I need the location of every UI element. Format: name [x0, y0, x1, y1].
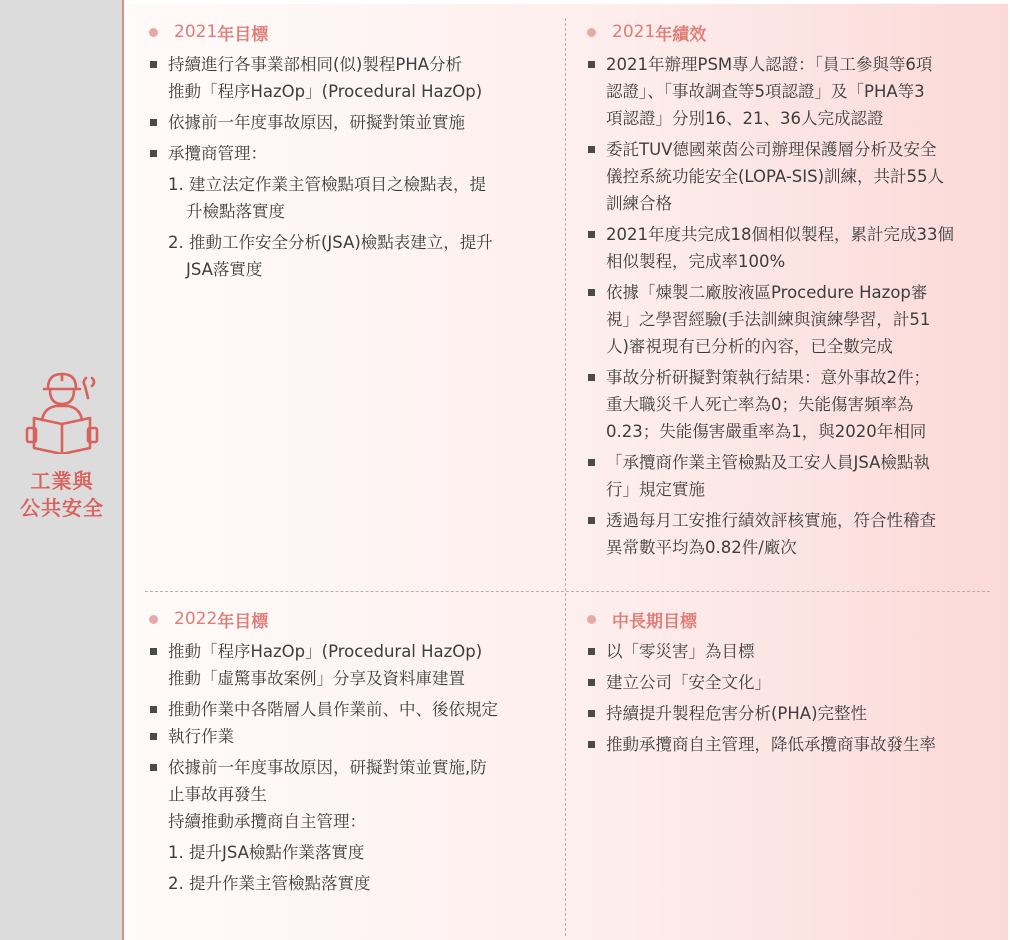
heading-text: 年目標	[217, 24, 269, 45]
item-line: 推動「程序HazOp」(Procedural HazOp)	[168, 82, 483, 101]
section-heading	[146, 606, 556, 632]
item-line: 事故分析研擬對策執行結果：意外事故2件；	[606, 368, 930, 387]
goals-2021-list	[146, 51, 556, 283]
item-line: 「承攬商作業主管檢點及工安人員JSA檢點執	[606, 453, 930, 472]
item-line: 人)審視現有已分析的內容，已全數完成	[606, 337, 893, 356]
list-item	[584, 449, 1004, 503]
section-heading	[584, 606, 1004, 632]
item-line: 持續提升製程危害分析(PHA)完整性	[606, 704, 868, 723]
vertical-divider	[565, 18, 566, 936]
list-item	[584, 731, 1004, 758]
item-line: 行」規定實施	[606, 480, 705, 499]
heading-dot-icon	[587, 615, 596, 624]
numbered-item	[146, 839, 556, 866]
numbered-item	[146, 171, 556, 225]
heading-text: 中長期目標	[612, 611, 697, 632]
item-line: 委託TUV德國萊茵公司辦理保護層分析及安全	[606, 140, 937, 159]
item-line: 推動「程序HazOp」(Procedural HazOp)	[168, 642, 483, 661]
list-item	[584, 364, 1004, 445]
list-item	[146, 51, 556, 105]
long-term-list	[584, 638, 1004, 758]
list-item	[584, 136, 1004, 217]
category-block	[0, 368, 124, 522]
item-line: 1. 提升JSA檢點作業落實度	[168, 843, 365, 862]
heading-year: 2021	[174, 22, 218, 42]
item-line: 0.23；失能傷害嚴重率為1，與2020年相同	[606, 422, 927, 441]
item-line: 2. 提升作業主管檢點落實度	[168, 874, 371, 893]
item-line: 2021年度共完成18個相似製程，累計完成33個	[606, 225, 954, 244]
item-line: 透過每月工安推行績效評核實施，符合性稽查	[606, 511, 936, 530]
item-line: 認證」、「事故調查等5項認證」及「PHA等3	[606, 82, 925, 101]
list-item	[146, 638, 556, 692]
list-item	[146, 723, 556, 750]
item-line: 視」之學習經驗(手法訓練與演練學習，計51	[606, 310, 931, 329]
section-long-term-goals	[584, 606, 1004, 762]
numbered-item	[146, 870, 556, 897]
list-item	[584, 507, 1004, 561]
heading-dot-icon	[149, 615, 158, 624]
heading-dot-icon	[587, 28, 596, 37]
item-line: 相似製程，完成率100%	[606, 252, 786, 271]
list-item	[146, 696, 556, 723]
list-item	[584, 700, 1004, 727]
section-heading	[146, 19, 556, 45]
section-goals-2022	[146, 606, 556, 901]
list-item	[584, 221, 1004, 275]
list-item	[584, 279, 1004, 360]
item-line: 2021年辦理PSM專人認證：「員工參與等6項	[606, 55, 933, 74]
list-item	[584, 669, 1004, 696]
item-line: 依據前一年度事故原因，研擬對策並實施,防	[168, 758, 487, 777]
goals-2022-list	[146, 638, 556, 897]
item-line: 項認證」分別16、21、36人完成認證	[606, 109, 884, 128]
item-line: 承攬商管理：	[168, 144, 267, 163]
item-line: 儀控系統功能安全(LOPA-SIS)訓練，共計55人	[606, 167, 945, 186]
heading-text: 年目標	[217, 611, 269, 632]
item-line: 持續進行各事業部相同(似)製程PHA分析	[168, 55, 463, 74]
category-title-line2: 公共安全	[20, 496, 104, 520]
heading-year: 2022	[174, 609, 218, 629]
horizontal-divider	[145, 591, 990, 592]
item-line: 2. 推動工作安全分析(JSA)檢點表建立，提升	[168, 233, 493, 252]
item-line: JSA落實度	[186, 260, 263, 279]
sidebar	[0, 0, 124, 940]
section-heading	[584, 19, 1004, 45]
item-line: 止事故再發生	[168, 785, 267, 804]
item-line: 建立公司「安全文化」	[606, 673, 771, 692]
list-item	[584, 638, 1004, 665]
item-line: 依據「煉製二廠胺液區Procedure Hazop審	[606, 283, 928, 302]
item-line: 重大職災千人死亡率為0；失能傷害頻率為	[606, 395, 914, 414]
section-performance-2021	[584, 19, 1004, 565]
item-line: 執行作業	[168, 727, 234, 746]
heading-text: 年績效	[655, 24, 707, 45]
item-line: 以「零災害」為目標	[606, 642, 755, 661]
item-line: 推動作業中各階層人員作業前、中、後依規定	[168, 700, 498, 719]
list-item	[146, 140, 556, 167]
item-line: 升檢點落實度	[186, 202, 285, 221]
item-line: 持續推動承攬商自主管理：	[168, 812, 366, 831]
worker-reading-manual-icon	[22, 368, 102, 454]
numbered-item	[146, 229, 556, 283]
item-line: 推動「虛驚事故案例」分享及資料庫建置	[168, 669, 465, 688]
performance-2021-list	[584, 51, 1004, 561]
heading-year: 2021	[612, 22, 656, 42]
list-item	[584, 51, 1004, 132]
item-line: 1. 建立法定作業主管檢點項目之檢點表，提	[168, 175, 486, 194]
category-title-line1: 工業與	[30, 469, 94, 493]
item-line: 依據前一年度事故原因，研擬對策並實施	[168, 113, 465, 132]
heading-dot-icon	[149, 28, 158, 37]
list-item	[146, 109, 556, 136]
list-item	[146, 754, 556, 835]
item-line: 訓練合格	[606, 194, 672, 213]
section-goals-2021	[146, 19, 556, 287]
category-title	[20, 468, 104, 522]
item-line: 異常數平均為0.82件/廠次	[606, 538, 797, 557]
item-line: 推動承攬商自主管理，降低承攬商事故發生率	[606, 735, 936, 754]
